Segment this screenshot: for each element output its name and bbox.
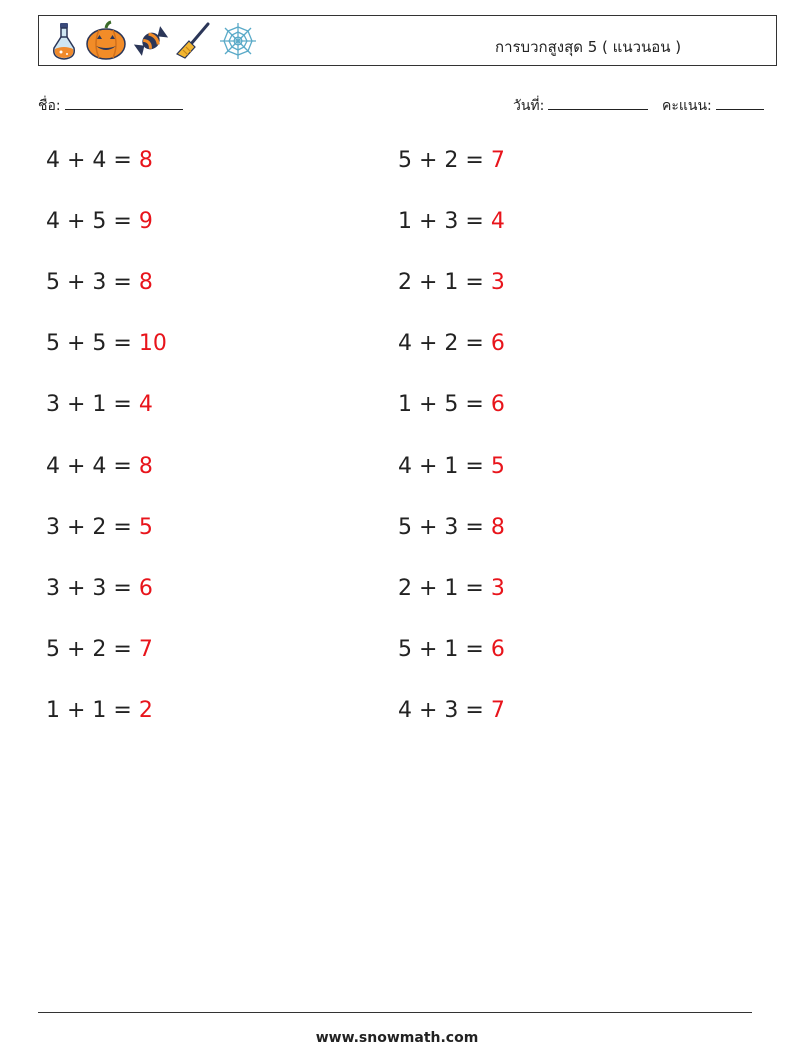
problem-question: 5 + 3 = — [46, 270, 139, 296]
problem-question: 4 + 3 = — [398, 697, 491, 723]
score-blank[interactable] — [716, 95, 764, 110]
problem-answer: 7 — [490, 148, 505, 173]
problem-question: 3 + 2 = — [46, 514, 139, 540]
problem-item — [398, 698, 505, 723]
candy-icon — [133, 20, 169, 62]
problem-answer: 7 — [138, 636, 153, 662]
problem-answer: 5 — [138, 514, 153, 540]
footer-divider — [38, 1012, 752, 1013]
problem-item — [398, 270, 505, 295]
broom-icon — [175, 20, 211, 62]
problem-item — [398, 209, 505, 234]
problem-item — [46, 515, 153, 540]
score-label: คะแนน: — [662, 98, 712, 114]
problem-question: 2 + 1 = — [398, 270, 491, 296]
problem-answer: 4 — [138, 392, 153, 418]
problem-question: 1 + 3 = — [398, 209, 491, 235]
spider-web-icon — [217, 20, 259, 62]
problem-item — [46, 148, 153, 173]
problem-item — [46, 637, 153, 662]
problem-answer: 3 — [490, 270, 505, 296]
problem-answer: 5 — [490, 453, 505, 479]
problem-question: 3 + 3 = — [46, 575, 139, 601]
problem-item — [46, 576, 153, 601]
problem-question: 5 + 5 = — [46, 331, 139, 357]
problem-item — [46, 454, 153, 479]
problem-answer: 6 — [138, 575, 153, 601]
problem-question: 4 + 1 = — [398, 453, 491, 479]
problem-item — [398, 637, 505, 662]
problem-item — [46, 209, 153, 234]
problem-answer: 7 — [490, 697, 505, 723]
problem-item — [398, 148, 505, 173]
problem-item — [46, 392, 153, 417]
problem-question: 5 + 1 = — [398, 636, 491, 662]
problem-question: 4 + 2 = — [398, 331, 491, 357]
date-field[interactable] — [513, 95, 648, 117]
problem-item — [398, 331, 505, 356]
name-field[interactable] — [38, 95, 183, 117]
problem-answer: 6 — [490, 636, 505, 662]
problem-item — [398, 454, 505, 479]
problem-answer: 6 — [490, 331, 505, 357]
pumpkin-icon — [85, 20, 127, 62]
problem-item — [46, 270, 153, 295]
problem-question: 1 + 5 = — [398, 392, 491, 418]
date-label: วันที่: — [513, 98, 545, 114]
problem-question: 5 + 2 = — [398, 148, 491, 173]
footer-url: www.snowmath.com — [315, 1030, 479, 1046]
problem-item — [46, 698, 153, 723]
date-blank[interactable] — [548, 95, 648, 110]
problem-answer: 8 — [138, 148, 153, 173]
problem-answer: 8 — [138, 270, 153, 296]
problem-answer: 8 — [490, 514, 505, 540]
score-field[interactable] — [662, 95, 764, 117]
problem-question: 5 + 3 = — [398, 514, 491, 540]
problem-question: 4 + 4 = — [46, 453, 139, 479]
problem-question: 3 + 1 = — [46, 392, 139, 418]
problem-question: 2 + 1 = — [398, 575, 491, 601]
problem-answer: 4 — [490, 209, 505, 235]
problem-item — [398, 392, 505, 417]
problem-question: 4 + 4 = — [46, 148, 139, 173]
problem-item — [398, 576, 505, 601]
problem-answer: 8 — [138, 453, 153, 479]
problem-question: 1 + 1 = — [46, 697, 139, 723]
problem-item — [46, 331, 167, 356]
worksheet-header — [38, 15, 777, 66]
potion-bottle-icon — [49, 20, 79, 62]
problem-question: 4 + 5 = — [46, 209, 139, 235]
problem-answer: 6 — [490, 392, 505, 418]
worksheet-title: การบวกสูงสุด 5 ( แนวนอน ) — [495, 38, 682, 56]
name-label: ชื่อ: — [38, 98, 61, 114]
problem-answer: 9 — [138, 209, 153, 235]
name-blank[interactable] — [65, 95, 183, 110]
problem-answer: 2 — [138, 697, 153, 723]
problem-answer: 3 — [490, 575, 505, 601]
problem-answer: 10 — [138, 331, 167, 357]
problem-question: 5 + 2 = — [46, 636, 139, 662]
header-icons — [49, 20, 259, 62]
problem-item — [398, 515, 505, 540]
